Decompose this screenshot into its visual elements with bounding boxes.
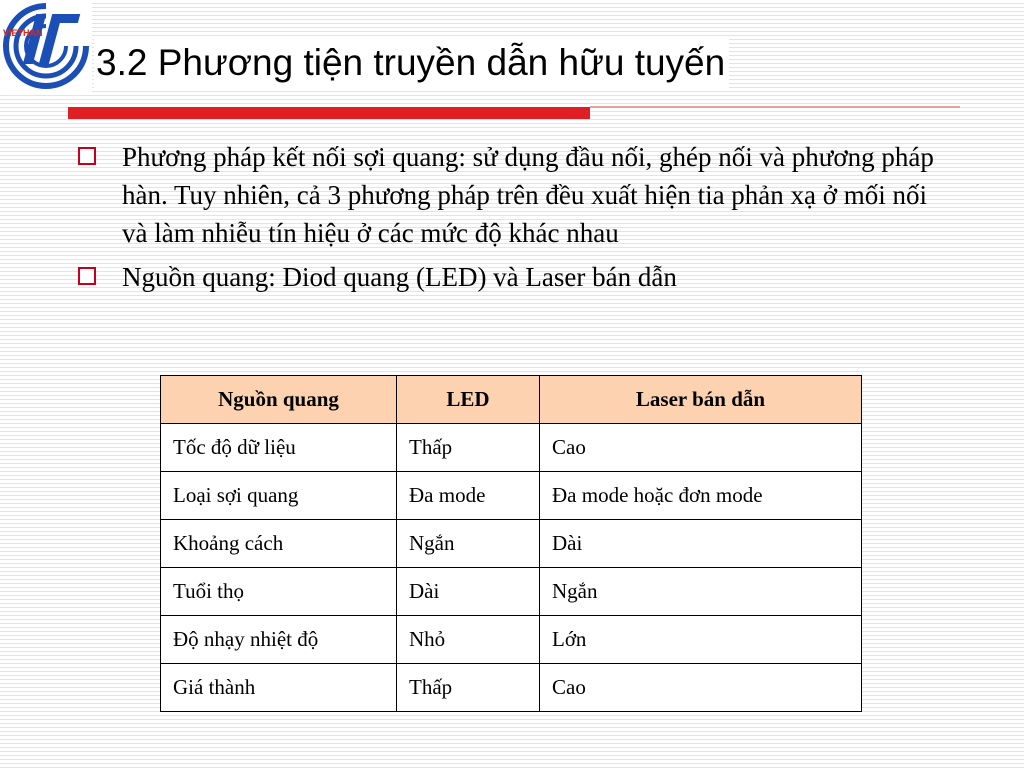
table-cell: Lớn [540,616,862,664]
table-cell: Ngắn [540,568,862,616]
table-row [161,664,862,712]
table-cell: Dài [397,568,540,616]
bullet-text: Phương pháp kết nối sợi quang: sử dụng đầu nối, ghép nối và phương pháp hàn. Tuy nhiên, cả 3 phương pháp trên đều xuất hiện tia phản xạ ở mối nối và làm nhiễu tín hiệu ở các mức độ khác nhau [122,142,934,248]
table-cell: Độ nhạy nhiệt độ [161,616,397,664]
logo-text: VIETHAN [3,28,43,38]
table-cell: Cao [540,664,862,712]
table-row [161,616,862,664]
table-cell: Tuổi thọ [161,568,397,616]
table-cell: Tốc độ dữ liệu [161,424,397,472]
square-bullet-icon [78,267,96,285]
table-cell: Thấp [397,424,540,472]
column-header: Nguồn quang [161,376,397,424]
table-row [161,424,862,472]
table-row [161,568,862,616]
bullet-item [74,138,954,252]
table-cell: Dài [540,520,862,568]
table-cell: Loại sợi quang [161,472,397,520]
table-cell: Ngắn [397,520,540,568]
table-cell: Đa mode hoặc đơn mode [540,472,862,520]
column-header: Laser bán dẫn [540,376,862,424]
table-row [161,520,862,568]
logo-graphic [0,0,92,92]
table-cell: Nhỏ [397,616,540,664]
square-bullet-icon [78,147,96,165]
table-header-row [161,376,862,424]
table-cell: Giá thành [161,664,397,712]
slide-title: 3.2 Phương tiện truyền dẫn hữu tuyến [94,38,729,88]
title-underline-red [68,107,590,119]
table-cell: Cao [540,424,862,472]
bullet-item [74,258,954,296]
table-cell: Khoảng cách [161,520,397,568]
table-cell: Đa mode [397,472,540,520]
column-header: LED [397,376,540,424]
viethan-logo [0,0,92,92]
comparison-table [160,375,862,712]
title-underline-thin [590,106,960,108]
table-cell: Thấp [397,664,540,712]
table-row [161,472,862,520]
bullet-text: Nguồn quang: Diod quang (LED) và Laser bán dẫn [122,262,677,292]
bullet-list [74,138,954,302]
